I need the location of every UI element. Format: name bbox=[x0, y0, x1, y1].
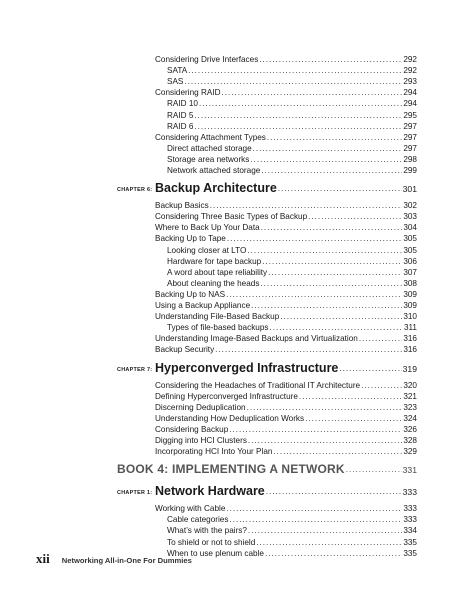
toc-section-entry bbox=[155, 54, 417, 65]
dot-leader bbox=[261, 222, 403, 233]
dot-leader bbox=[248, 525, 402, 536]
toc-subsection-entry bbox=[167, 110, 417, 121]
toc-page-number: 297 bbox=[403, 143, 417, 153]
toc-subsection-entry bbox=[167, 245, 417, 256]
toc-section-entry bbox=[155, 311, 417, 322]
chapter-number: CHAPTER 6: bbox=[117, 187, 153, 194]
dot-leader bbox=[265, 548, 402, 559]
toc-section-entry bbox=[155, 132, 417, 143]
toc-page-number: 309 bbox=[403, 301, 417, 310]
toc-entry-label: To shield or not to shield bbox=[167, 537, 256, 547]
dot-leader bbox=[261, 165, 402, 176]
toc-section-entry bbox=[155, 380, 417, 391]
toc-section-entry bbox=[155, 222, 417, 233]
toc-page-number: 333 bbox=[403, 515, 417, 525]
chapter-title: Hyperconverged Infrastructure bbox=[155, 360, 339, 375]
toc-entry-label: What’s with the pairs? bbox=[167, 526, 247, 536]
toc-page-number: 328 bbox=[403, 436, 417, 445]
toc-section-entry bbox=[155, 503, 417, 514]
toc-page-number: 294 bbox=[403, 99, 417, 109]
toc-section-entry bbox=[155, 391, 417, 402]
toc-entry-label: Considering Drive Interfaces bbox=[155, 55, 259, 64]
toc-page-number: 292 bbox=[403, 55, 417, 64]
toc-subsection-entry bbox=[167, 98, 417, 109]
toc-page-number: 305 bbox=[403, 245, 417, 255]
toc-subsection-entry bbox=[167, 537, 417, 548]
chapter-title: Backup Architecture bbox=[155, 181, 277, 196]
toc-chapter-entry bbox=[117, 360, 417, 376]
toc-entry-label: About cleaning the heads bbox=[167, 278, 260, 288]
toc-entry-label: Hardware for tape backup bbox=[167, 256, 262, 266]
toc-entry-label: Types of file-based backups bbox=[167, 323, 269, 333]
toc-page-number: 308 bbox=[403, 278, 417, 288]
chapter-title: Network Hardware bbox=[155, 484, 265, 499]
toc-section-entry bbox=[155, 402, 417, 413]
toc-entry-label: Considering Three Basic Types of Backup bbox=[155, 212, 308, 222]
toc-entry-label: Considering RAID bbox=[155, 88, 221, 98]
toc-subsection-entry bbox=[167, 165, 417, 176]
toc-subsection-entry bbox=[167, 154, 417, 165]
dot-leader bbox=[253, 143, 403, 154]
toc-entry-label: RAID 6 bbox=[167, 121, 194, 131]
toc-subsection-entry bbox=[167, 76, 417, 87]
dot-leader bbox=[250, 154, 402, 165]
toc-page-number: 329 bbox=[403, 447, 417, 457]
toc-subsection-entry bbox=[167, 322, 417, 333]
toc-entry-label: RAID 10 bbox=[167, 99, 198, 109]
toc-section-entry bbox=[155, 424, 417, 435]
toc-section-entry bbox=[155, 233, 417, 244]
toc-entry-label: SAS bbox=[167, 77, 184, 87]
dot-leader bbox=[229, 514, 402, 525]
toc-page-number: 334 bbox=[403, 526, 417, 536]
toc-page-number: 335 bbox=[403, 548, 417, 558]
toc-subsection-entry bbox=[167, 143, 417, 154]
toc-page-number: 298 bbox=[403, 154, 417, 164]
toc-page-number: 319 bbox=[402, 363, 417, 374]
dot-leader bbox=[184, 76, 402, 87]
toc-section-entry bbox=[155, 289, 417, 300]
toc-book-entry bbox=[117, 461, 417, 477]
dot-leader bbox=[194, 110, 402, 121]
dot-leader bbox=[361, 380, 402, 391]
toc-subsection-entry bbox=[167, 65, 417, 76]
running-title: Networking All-in-One For Dummies bbox=[61, 556, 192, 565]
toc-page-number: 295 bbox=[403, 110, 417, 120]
toc-entry-label: Considering the Headaches of Traditional IT Architecture bbox=[155, 380, 361, 390]
book-title: BOOK 4: IMPLEMENTING A NETWORK bbox=[117, 462, 345, 477]
toc-entry-label: Looking closer at LTO bbox=[167, 245, 247, 255]
toc-entry-label: Backup Security bbox=[155, 345, 215, 355]
toc-page-number: 326 bbox=[403, 424, 417, 434]
toc-page-number: 316 bbox=[403, 334, 417, 344]
toc-page-number: 309 bbox=[403, 289, 417, 299]
dot-leader bbox=[226, 503, 402, 514]
toc-subsection-entry bbox=[167, 548, 417, 559]
toc-page-number: 297 bbox=[403, 121, 417, 131]
dot-leader bbox=[259, 54, 402, 65]
toc-entry-label: Using a Backup Appliance bbox=[155, 301, 251, 310]
dot-leader bbox=[270, 322, 403, 333]
toc-entry-label: Discerning Deduplication bbox=[155, 402, 246, 412]
toc-entry-label: Considering Backup bbox=[155, 424, 229, 434]
toc-section-entry bbox=[155, 333, 417, 344]
dot-leader bbox=[280, 311, 402, 322]
dot-leader bbox=[256, 537, 402, 548]
dot-leader bbox=[248, 435, 402, 446]
toc-entry-label: Direct attached storage bbox=[167, 143, 252, 153]
toc-page-number: 323 bbox=[403, 402, 417, 412]
toc-page-number: 302 bbox=[403, 201, 417, 211]
toc-section-entry bbox=[155, 300, 417, 311]
dot-leader bbox=[227, 233, 402, 244]
dot-leader bbox=[251, 300, 402, 311]
toc-entry-label: When to use plenum cable bbox=[167, 548, 264, 558]
toc-section-entry bbox=[155, 435, 417, 446]
toc-page-number: 333 bbox=[402, 487, 417, 498]
dot-leader bbox=[273, 446, 402, 457]
toc-page-number: 321 bbox=[403, 391, 417, 401]
toc-subsection-entry bbox=[167, 514, 417, 525]
toc-section-entry bbox=[155, 211, 417, 222]
dot-leader bbox=[222, 87, 403, 98]
toc-page-number: 305 bbox=[403, 234, 417, 244]
chapter-number: CHAPTER 1: bbox=[117, 490, 153, 497]
toc-subsection-entry bbox=[167, 525, 417, 536]
dot-leader bbox=[267, 132, 402, 143]
dot-leader bbox=[226, 289, 402, 300]
toc-entry-label: RAID 5 bbox=[167, 110, 194, 120]
toc-page-number: 324 bbox=[403, 413, 417, 423]
toc-page-number: 304 bbox=[403, 223, 417, 233]
toc-entry-label: Backing Up to Tape bbox=[155, 234, 226, 244]
toc-page-number: 293 bbox=[403, 77, 417, 87]
toc-page-number: 306 bbox=[403, 256, 417, 266]
toc-section-entry bbox=[155, 413, 417, 424]
toc-page-number: 310 bbox=[403, 312, 417, 322]
toc-entry-label: Considering Attachment Types bbox=[155, 132, 266, 142]
dot-leader bbox=[229, 424, 402, 435]
dot-leader bbox=[210, 200, 403, 211]
toc-page-number: 292 bbox=[403, 66, 417, 76]
toc-page-number: 311 bbox=[403, 323, 417, 333]
toc-entry-label: Working with Cable bbox=[155, 504, 226, 514]
toc-page-number: 335 bbox=[403, 537, 417, 547]
toc-subsection-entry bbox=[167, 121, 417, 132]
toc-entry-label: Storage area networks bbox=[167, 154, 250, 164]
chapter-number: CHAPTER 7: bbox=[117, 366, 153, 373]
dot-leader bbox=[247, 402, 403, 413]
toc-page-number: 316 bbox=[403, 345, 417, 355]
toc-entry-label: Understanding Image-Based Backups and Virtualization bbox=[155, 334, 358, 344]
dot-leader bbox=[278, 182, 402, 196]
dot-leader bbox=[359, 333, 402, 344]
toc-section-entry bbox=[155, 344, 417, 355]
toc-entry-label: Incorporating HCI Into Your Plan bbox=[155, 447, 273, 457]
toc-chapter-entry bbox=[117, 180, 417, 196]
toc-page-number: 294 bbox=[403, 88, 417, 98]
toc-page-number: 307 bbox=[403, 267, 417, 277]
dot-leader bbox=[268, 267, 402, 278]
toc-entry-label: Backing Up to NAS bbox=[155, 289, 226, 299]
dot-leader bbox=[266, 485, 402, 499]
page-number: xii bbox=[36, 551, 50, 566]
dot-leader bbox=[262, 256, 402, 267]
toc-entry-label: Where to Back Up Your Data bbox=[155, 223, 260, 233]
dot-leader bbox=[199, 98, 402, 109]
toc-entry-label: A word about tape reliability bbox=[167, 267, 268, 277]
page-footer bbox=[36, 551, 192, 567]
toc-page-number: 299 bbox=[403, 166, 417, 175]
dot-leader bbox=[339, 362, 401, 376]
dot-leader bbox=[194, 121, 402, 132]
toc-entry-label: Network attached storage bbox=[167, 166, 261, 175]
dot-leader bbox=[215, 344, 402, 355]
toc-section-entry bbox=[155, 200, 417, 211]
toc-entry-label: Understanding How Deduplication Works bbox=[155, 413, 305, 423]
toc-section-entry bbox=[155, 446, 417, 457]
toc-page-number: 331 bbox=[402, 465, 417, 476]
toc-page-number: 297 bbox=[403, 132, 417, 142]
dot-leader bbox=[247, 245, 402, 256]
toc-page-number: 301 bbox=[402, 184, 417, 195]
toc-entry-label: SATA bbox=[167, 66, 188, 76]
toc-subsection-entry bbox=[167, 278, 417, 289]
toc-page-number: 303 bbox=[403, 212, 417, 222]
toc-entry-label: Backup Basics bbox=[155, 201, 209, 211]
toc-subsection-entry bbox=[167, 267, 417, 278]
dot-leader bbox=[188, 65, 402, 76]
dot-leader bbox=[299, 391, 402, 402]
toc-page-number: 320 bbox=[403, 380, 417, 390]
toc-entry-label: Defining Hyperconverged Infrastructure bbox=[155, 391, 298, 401]
dot-leader bbox=[305, 413, 402, 424]
toc-page-number: 333 bbox=[403, 504, 417, 514]
toc-entry-label: Understanding File-Based Backup bbox=[155, 312, 280, 322]
toc-section-entry bbox=[155, 87, 417, 98]
toc-entry-label: Digging into HCI Clusters bbox=[155, 436, 247, 445]
dot-leader bbox=[308, 211, 402, 222]
toc-subsection-entry bbox=[167, 256, 417, 267]
toc-chapter-entry bbox=[117, 483, 417, 499]
dot-leader bbox=[260, 278, 402, 289]
toc-entry-label: Cable categories bbox=[167, 515, 229, 525]
dot-leader bbox=[346, 463, 402, 477]
